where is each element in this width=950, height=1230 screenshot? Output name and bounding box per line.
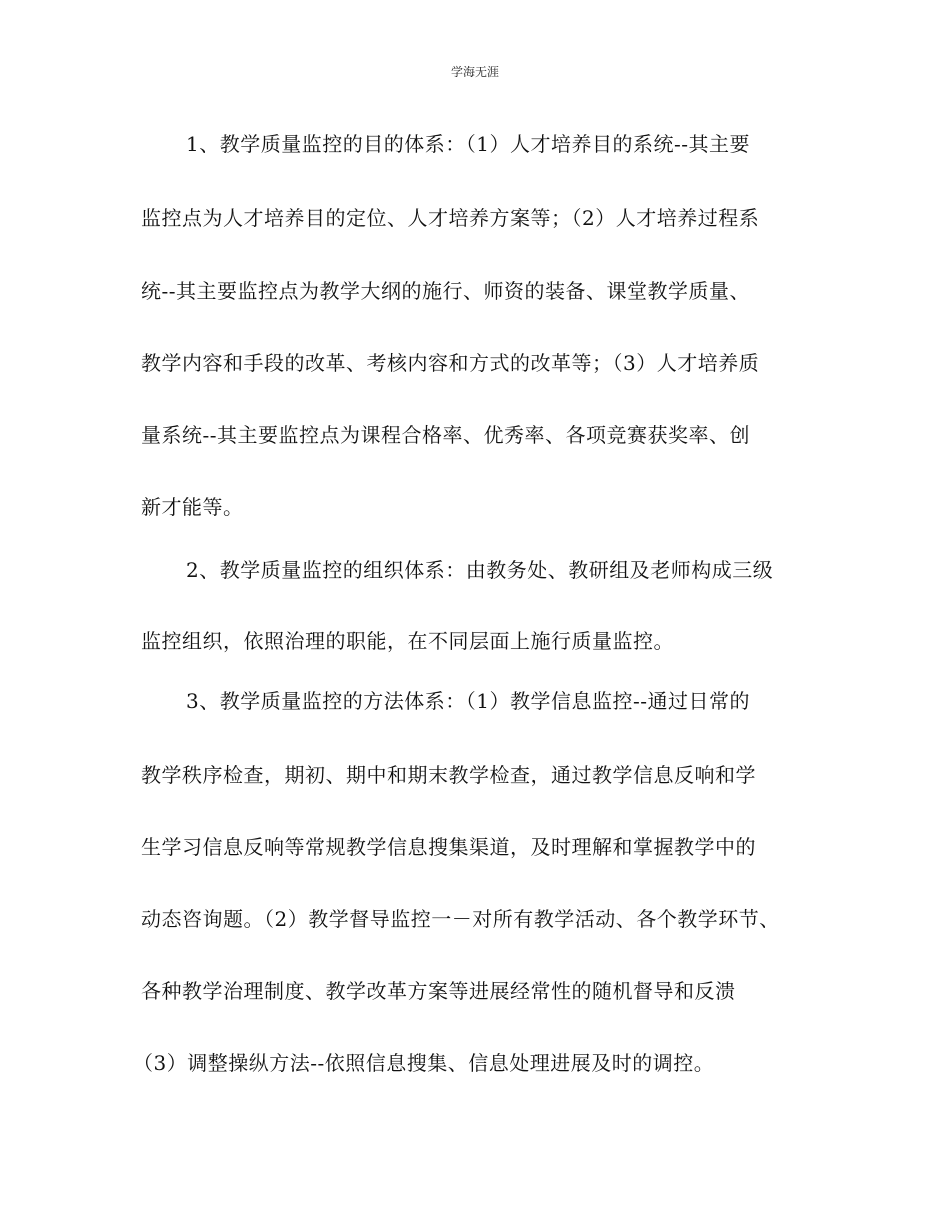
paragraph-line: 2、教学质量监控的组织体系：由教务处、教研组及老师构成三级 xyxy=(186,558,774,582)
paragraph-line: 监控组织，依照治理的职能，在不同层面上施行质量监控。 xyxy=(141,629,674,653)
paragraph-line: 动态咨询题。（2）教学督导监控一－对所有教学活动、各个教学环节、 xyxy=(141,907,780,931)
paragraph-line: 量系统--其主要监控点为课程合格率、优秀率、各项竞赛获奖率、创 xyxy=(141,423,751,447)
paragraph-line: 生学习信息反响等常规教学信息搜集渠道，及时理解和掌握教学中的 xyxy=(141,835,756,859)
paragraph-line: 监控点为人才培养目的定位、人才培养方案等；（2）人才培养过程系 xyxy=(141,206,760,230)
paragraph-line: 各种教学治理制度、教学改革方案等进展经常性的随机督导和反溃 xyxy=(141,979,736,1003)
paragraph-line: 统--其主要监控点为教学大纲的施行、师资的装备、课堂教学质量、 xyxy=(141,279,751,303)
paragraph-line: 新才能等。 xyxy=(141,495,244,519)
page-header: 学海无涯 xyxy=(450,65,499,79)
paragraph-line: 教学秩序检查，期初、期中和期末教学检查，通过教学信息反响和学 xyxy=(141,763,756,787)
paragraph-line: （3）调整操纵方法--依照信息搜集、信息处理进展及时的调控。 xyxy=(133,1051,715,1075)
paragraph-line: 3、教学质量监控的方法体系：（1）教学信息监控--通过日常的 xyxy=(186,689,750,713)
paragraph-line: 1、教学质量监控的目的体系：（1）人才培养目的系统--其主要 xyxy=(186,132,750,156)
paragraph-line: 教学内容和手段的改革、考核内容和方式的改革等；（3）人才培养质 xyxy=(141,351,760,375)
